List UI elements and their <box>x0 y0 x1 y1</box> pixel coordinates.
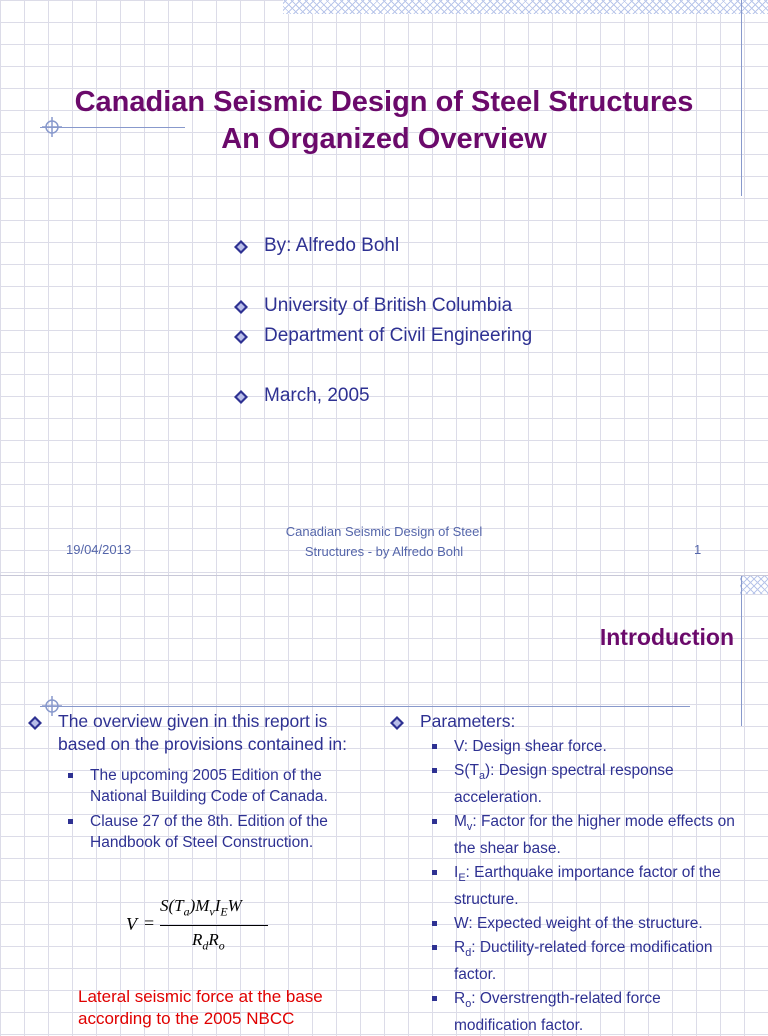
bullet-text: Parameters: <box>420 711 516 731</box>
bullet-text: Department of Civil Engineering <box>264 325 533 346</box>
square-bullet-icon <box>432 996 437 1001</box>
fraction-bar <box>160 925 268 926</box>
list-item <box>28 811 358 853</box>
parameter-item <box>390 937 735 985</box>
list-item <box>234 384 532 408</box>
parameter-symbol: W <box>454 915 469 933</box>
parameter-item <box>390 988 735 1036</box>
parameter-item <box>390 862 735 910</box>
list-item <box>234 234 532 258</box>
bullet-text: March, 2005 <box>264 385 370 406</box>
diamond-bullet-icon <box>390 713 404 727</box>
parameter-item <box>390 760 735 808</box>
diamond-bullet-icon <box>234 327 248 341</box>
slide-title-line-1: Canadian Seismic Design of Steel Structures <box>74 86 694 118</box>
list-item <box>28 710 358 756</box>
diamond-bullet-icon <box>28 713 42 727</box>
footer-title <box>234 522 534 562</box>
decorative-horizontal-line <box>40 706 690 707</box>
square-bullet-icon <box>68 773 73 778</box>
footer-date: 19/04/2013 <box>66 542 132 557</box>
parameter-description: : Ductility-related force modification factor. <box>454 939 713 984</box>
parameter-description: : Design spectral response acceleration. <box>454 762 674 807</box>
parameter-description: : Design shear force. <box>463 738 607 755</box>
parameter-description: : Factor for the higher mode effects on the shear base. <box>454 813 735 858</box>
parameter-item <box>390 736 735 757</box>
slide-heading: Introduction <box>599 624 734 650</box>
formula-numerator: $S(T_a)M_vI_EW$ <box>160 896 242 919</box>
list-item <box>28 765 358 807</box>
left-column <box>28 710 358 853</box>
square-bullet-icon <box>432 870 437 875</box>
formula-lhs: V <box>126 914 137 934</box>
parameter-symbol: $S(T_a)$ <box>454 762 491 783</box>
parameter-item <box>390 811 735 859</box>
base-shear-formula <box>120 892 290 962</box>
decorative-hatch-band <box>283 0 768 14</box>
parameter-description: : Overstrength-related force modification factor. <box>454 990 661 1035</box>
list-item <box>234 294 532 318</box>
square-bullet-icon <box>432 744 437 749</box>
right-column <box>390 710 735 1036</box>
formula-caption-line-1: Lateral seismic force at the base <box>78 987 323 1006</box>
diamond-bullet-icon <box>234 237 248 251</box>
parameter-symbol: $R_d$ <box>454 939 472 960</box>
parameter-description: : Earthquake importance factor of the structure. <box>454 864 721 909</box>
formula-caption <box>78 986 323 1030</box>
author-info-list <box>234 234 532 408</box>
bullet-text: University of British Columbia <box>264 295 513 316</box>
formula-denominator: $R_dR_o$ <box>192 930 225 953</box>
list-item <box>234 324 532 348</box>
list-item <box>390 710 735 733</box>
parameter-symbol: $I_E$ <box>454 864 466 885</box>
parameter-symbol: V <box>454 738 464 755</box>
footer-page-number: 1 <box>694 542 702 557</box>
diamond-bullet-icon <box>234 297 248 311</box>
diamond-bullet-icon <box>234 387 248 401</box>
footer-title-line-2: Structures - by Alfredo Bohl <box>304 544 464 559</box>
decorative-vertical-line <box>741 576 742 726</box>
parameter-list <box>390 736 735 1036</box>
square-bullet-icon <box>432 768 437 773</box>
parameter-item <box>390 913 735 934</box>
footer-title-line-1: Canadian Seismic Design of Steel <box>285 524 483 539</box>
square-bullet-icon <box>68 819 73 824</box>
parameter-symbol: $M_v$ <box>454 813 473 834</box>
bullet-text: By: Alfredo Bohl <box>264 235 400 256</box>
subbullet-text: Clause 27 of the 8th. Edition of the Handbook of Steel Construction. <box>90 813 328 851</box>
formula-equals: = <box>144 913 155 933</box>
bullet-text: The overview given in this report is based on the provisions contained in: <box>58 711 347 754</box>
square-bullet-icon <box>432 819 437 824</box>
slide-2 <box>0 576 768 1035</box>
parameter-description: : Expected weight of the structure. <box>468 915 703 933</box>
slide-title-line-2: An Organized Overview <box>221 123 547 155</box>
square-bullet-icon <box>432 945 437 950</box>
square-bullet-icon <box>432 921 437 926</box>
formula-caption-line-2: according to the 2005 NBCC <box>78 1009 295 1028</box>
parameter-symbol: $R_o$ <box>454 990 472 1011</box>
subbullet-text: The upcoming 2005 Edition of the National Building Code of Canada. <box>90 767 328 805</box>
decorative-hatch-band <box>740 576 768 594</box>
